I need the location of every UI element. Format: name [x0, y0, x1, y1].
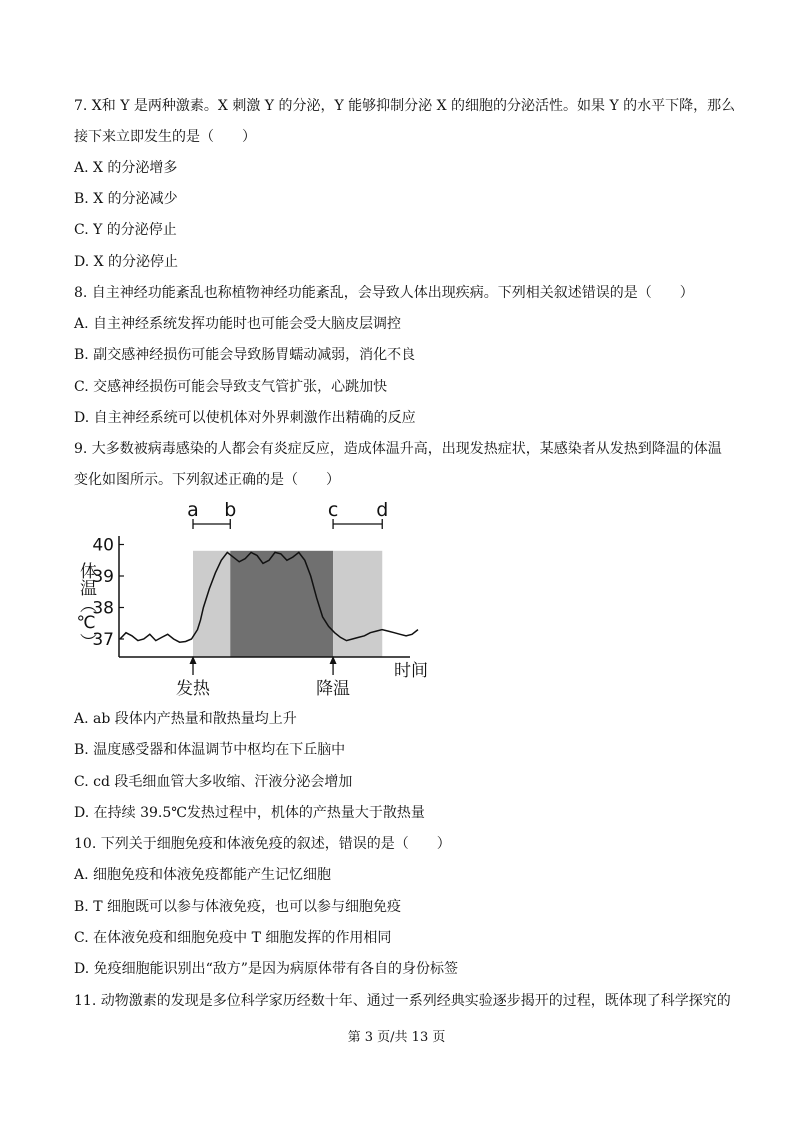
q8-option-d: D. 自主神经系统可以使机体对外界刺激作出精确的反应: [74, 410, 416, 426]
q9-option-b: B. 温度感受器和体温调节中枢均在下丘脑中: [74, 742, 346, 758]
q10-option-c: C. 在体液免疫和细胞免疫中 T 细胞发挥的作用相同: [74, 930, 392, 946]
q9-stem-line1: 9. 大多数被病毒感染的人都会有炎症反应，造成体温升高，出现发热症状，某感染者从发热到降温的体温: [74, 441, 722, 457]
interval-label: c: [327, 499, 339, 521]
q10-option-d: D. 免疫细胞能识别出“敌方”是因为病原体带有各自的身份标签: [74, 961, 458, 977]
page-footer: 第 3 页/共 13 页: [347, 1030, 446, 1045]
interval-label: d: [376, 499, 389, 521]
q9-option-a: A. ab 段体内产热量和散热量均上升: [74, 711, 297, 727]
y-axis-label: 体温（℃）: [76, 562, 96, 650]
marker-label: 降温: [316, 679, 351, 699]
q7-option-c: C. Y 的分泌停止: [74, 222, 177, 238]
y-tick-label: 39: [92, 567, 114, 587]
band-dark-1: [230, 551, 333, 657]
q10-option-a: A. 细胞免疫和体液免疫都能产生记忆细胞: [74, 867, 332, 883]
q7-stem-line1: 7. X和 Y 是两种激素。X 刺激 Y 的分泌，Y 能够抑制分泌 X 的细胞的分泌活性。如果 Y 的水平下降，那么: [74, 98, 736, 114]
marker-label: 发热: [176, 679, 211, 699]
q7-option-d: D. X 的分泌停止: [74, 254, 179, 270]
q7-option-a: A. X 的分泌增多: [74, 160, 178, 176]
q8-option-a: A. 自主神经系统发挥功能时也可能会受大脑皮层调控: [74, 316, 402, 332]
y-tick-label: 40: [92, 535, 114, 556]
y-tick-label: 37: [92, 630, 114, 650]
y-tick-label: 38: [92, 598, 114, 619]
interval-label: b: [224, 499, 237, 521]
q7-option-b: B. X 的分泌减少: [74, 191, 178, 207]
body-temperature-chart: [70, 496, 440, 702]
q8-option-c: C. 交感神经损伤可能会导致支气管扩张，心跳加快: [74, 379, 388, 395]
band-light-2: [333, 551, 382, 657]
x-axis-label: 时间: [394, 661, 428, 681]
q9-option-d: D. 在持续 39.5℃发热过程中，机体的产热量大于散热量: [74, 805, 425, 821]
q11-stem-line1: 11. 动物激素的发现是多位科学家历经数十年、通过一系列经典实验逐步揭开的过程，既体现了科学探究的: [74, 993, 731, 1009]
q8-stem: 8. 自主神经功能紊乱也称植物神经功能紊乱，会导致人体出现疾病。下列相关叙述错误的是（ ）: [74, 285, 694, 301]
q8-option-b: B. 副交感神经损伤可能会导致肠胃蠕动减弱，消化不良: [74, 347, 416, 363]
q9-stem-line2: 变化如图所示。下列叙述正确的是（ ）: [74, 472, 340, 488]
q10-option-b: B. T 细胞既可以参与体液免疫，也可以参与细胞免疫: [74, 899, 401, 915]
interval-label: a: [187, 499, 199, 521]
q9-option-c: C. cd 段毛细血管大多收缩、汗液分泌会增加: [74, 774, 353, 790]
q7-stem-line2: 接下来立即发生的是（ ）: [74, 129, 256, 145]
q10-stem: 10. 下列关于细胞免疫和体液免疫的叙述，错误的是（ ）: [74, 836, 451, 852]
band-light-0: [193, 551, 230, 657]
